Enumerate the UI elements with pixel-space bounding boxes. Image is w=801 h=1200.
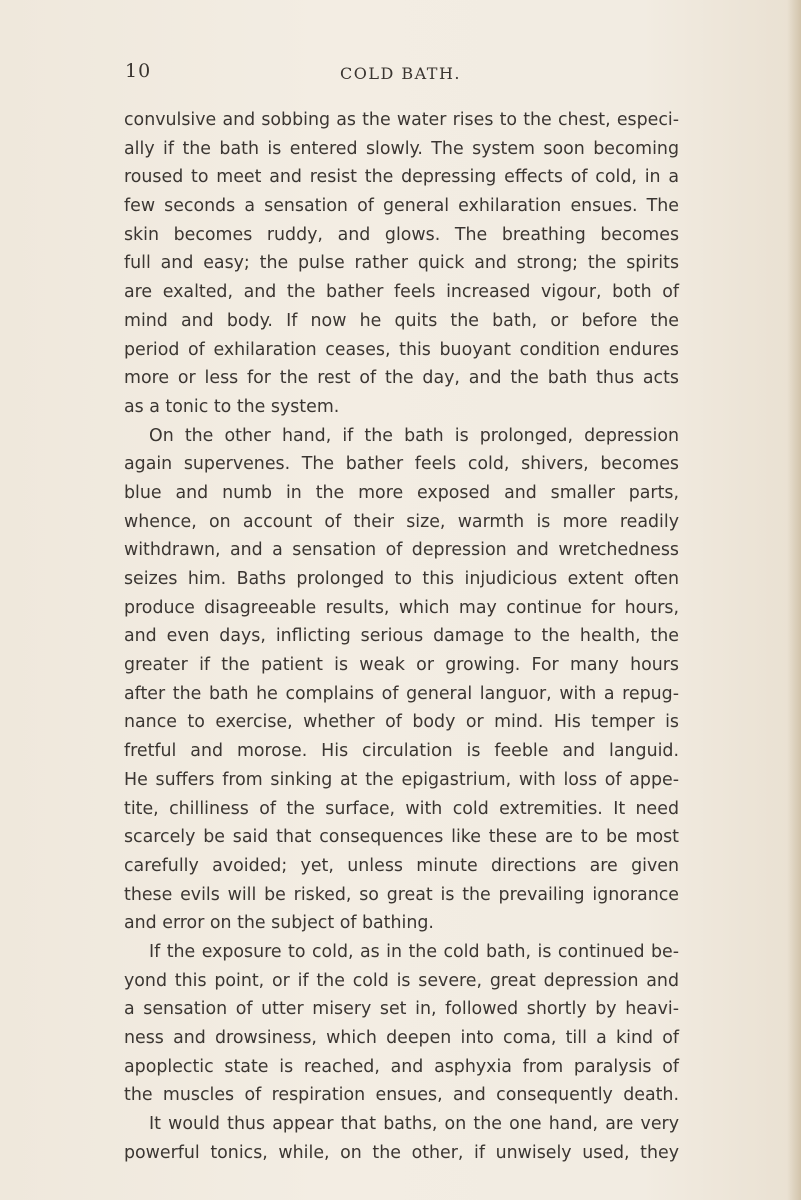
running-title: COLD BATH. <box>339 64 462 83</box>
text-line: after the bath he complains of general languor, with a repug- <box>124 683 679 704</box>
text-line: more or less for the rest of the day, and the bath thus acts <box>124 368 679 389</box>
text-line: ness and drowsiness, which deepen into coma, till a kind of <box>124 1028 679 1048</box>
text-line: withdrawn, and a sensation of depression and wretchedness <box>124 540 679 561</box>
text-line: nance to exercise, whether of body or mind. His temper is <box>124 712 679 733</box>
text-line: the muscles of respiration ensues, and consequently death. <box>124 1085 679 1106</box>
text-line: tite, chilliness of the surface, with cold extremities. It need <box>124 798 679 819</box>
text-line: full and easy; the pulse rather quick and strong; the spirits <box>124 253 679 274</box>
text-line: skin becomes ruddy, and glows. The breathing becomes <box>124 224 679 245</box>
text-line: roused to meet and resist the depressing effects of cold, in a <box>124 167 679 188</box>
text-line: scarcely be said that consequences like these are to be most <box>124 827 679 848</box>
text-line: carefully avoided; yet, unless minute directions are given <box>124 855 679 876</box>
text-line: yond this point, or if the cold is severe, great depression and <box>124 970 679 991</box>
text-line: and error on the subject of bathing. <box>124 913 434 934</box>
page-number: 10 <box>125 60 152 82</box>
text-line: convulsive and sobbing as the water rises to the chest, especi- <box>124 110 679 130</box>
text-line: fretful and morose. His circulation is feeble and languid. <box>124 741 679 762</box>
text-line: as a tonic to the system. <box>124 396 340 417</box>
text-line: and even days, inflicting serious damage to the health, the <box>124 626 679 647</box>
text-line: If the exposure to cold, as in the cold bath, is continued be- <box>149 941 679 962</box>
text-line: ally if the bath is entered slowly. The system soon becoming <box>124 138 679 159</box>
text-line: He suffers from sinking at the epigastrium, with loss of appe- <box>124 769 679 790</box>
text-line: greater if the patient is weak or growing. For many hours <box>124 655 679 676</box>
text-line: seizes him. Baths prolonged to this injudicious extent often <box>124 569 679 589</box>
text-line: are exalted, and the bather feels increased vigour, both of <box>124 282 679 303</box>
text-line: mind and body. If now he quits the bath, or before the <box>124 310 679 331</box>
body-text <box>124 106 679 1167</box>
text-line: again supervenes. The bather feels cold, shivers, becomes <box>124 454 679 475</box>
text-line: On the other hand, if the bath is prolonged, depression <box>149 425 679 446</box>
text-line: whence, on account of their size, warmth is more readily <box>124 511 679 532</box>
text-line: few seconds a sensation of general exhilaration ensues. The <box>124 196 679 217</box>
text-line: produce disagreeable results, which may continue for hours, <box>124 597 679 618</box>
text-line: It would thus appear that baths, on the one hand, are very <box>149 1114 679 1135</box>
text-line: these evils will be risked, so great is the prevailing ignorance <box>124 884 679 905</box>
page-edge-shadow <box>787 0 801 1200</box>
text-line: period of exhilaration ceases, this buoyant condition endures <box>124 339 679 360</box>
text-line: blue and numb in the more exposed and smaller parts, <box>124 482 679 503</box>
text-line: powerful tonics, while, on the other, if unwisely used, they <box>124 1142 679 1163</box>
text-line: a sensation of utter misery set in, followed shortly by heavi- <box>124 999 679 1020</box>
text-line: apoplectic state is reached, and asphyxia from paralysis of <box>124 1056 679 1077</box>
